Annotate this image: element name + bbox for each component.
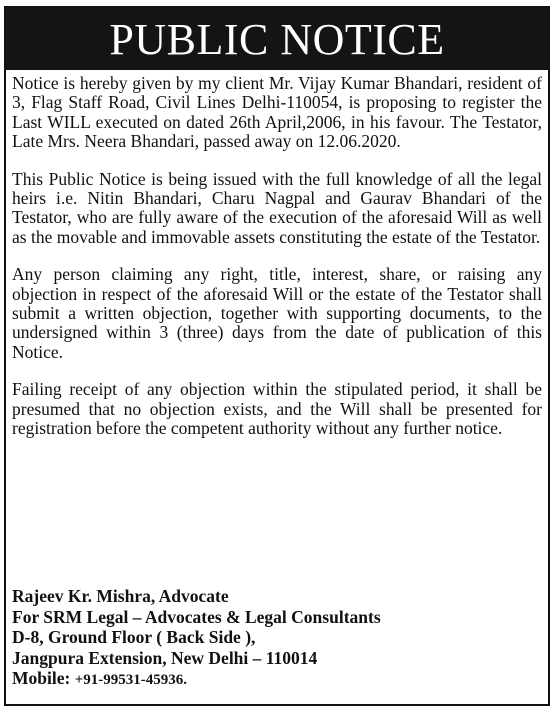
- notice-header: [6, 8, 548, 70]
- law-firm-name: For SRM Legal – Advocates & Legal Consultants: [12, 606, 381, 627]
- paragraph-intent-to-register-will: Notice is hereby given by my client Mr. Vijay Kumar Bhandari, resident of 3, Flag Staff Road, Civil Lines Delhi-110054, is proposing to register the Last WILL executed on dated 26th April,2006, in his favour. The Testator, Late Mrs. Neera Bhandari, passed away on 12.06.2020.: [12, 73, 542, 152]
- paragraph-legal-heirs: This Public Notice is being issued with the full knowledge of all the legal heirs i.e. Nitin Bhandari, Charu Nagpal and Gaurav Bhandari of the Testator, who are fully aware of the execution of the aforesaid Will as well as the movable and immovable assets constituting the estate of the Testator.: [12, 168, 542, 247]
- signature-block: [12, 586, 542, 691]
- public-notice: [4, 6, 550, 706]
- mobile-number: +91-99531-45936.: [74, 672, 187, 688]
- address-line-1: D-8, Ground Floor ( Back Side ),: [12, 627, 256, 647]
- advocate-name: Rajeev Kr. Mishra, Advocate: [12, 586, 229, 606]
- notice-body: [12, 74, 542, 457]
- mobile-label: Mobile:: [12, 668, 71, 688]
- address-line-2: Jangpura Extension, New Delhi – 110014: [12, 647, 318, 668]
- paragraph-failing-objection: Failing receipt of any objection within the stipulated period, it shall be presumed that no objection exists, and the Will shall be presented for registration before the competent authority without any further notice.: [12, 379, 542, 439]
- mobile-line: [12, 668, 542, 691]
- notice-title: PUBLIC NOTICE: [109, 15, 445, 64]
- paragraph-objection-invitation: Any person claiming any right, title, interest, share, or raising any objection in respect of the aforesaid Will or the estate of the Testator shall submit a written objection, together with supporting documents, to the undersigned within 3 (three) days from the date of publication of this Notice.: [12, 264, 542, 362]
